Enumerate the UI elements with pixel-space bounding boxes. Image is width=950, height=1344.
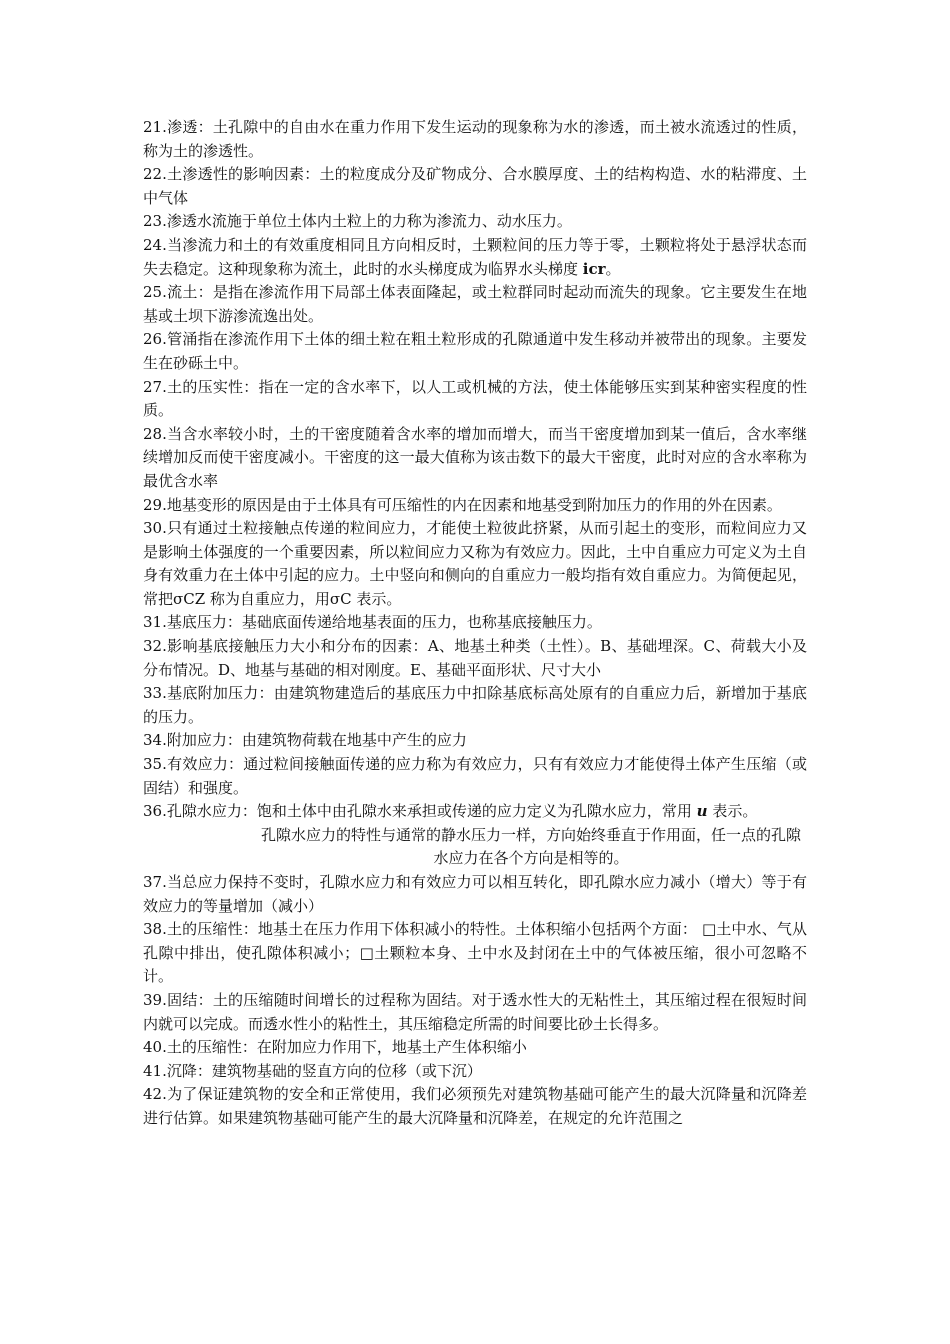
paragraph-33: 33.基底附加压力：由建筑物建造后的基底压力中扣除基底标高处原有的自重应力后，新增加于基底的压力。 bbox=[143, 684, 807, 726]
paragraph-30: 30.只有通过土粒接触点传递的粒间应力，才能使土粒彼此挤紧，从而引起土的变形，而粒间应力又是影响土体强度的一个重要因素，所以粒间应力又称为有效应力。因此，土中自重应力可定义为土自身有效重力在土体中引起的应力。土中竖向和侧向的自重应力一般均指有效自重应力。为简便起见，常把σCZ 称为自重应力，用σC 表示。 bbox=[143, 519, 807, 608]
paragraph-31: 31.基底压力：基础底面传递给地基表面的压力，也称基底接触压力。 bbox=[143, 613, 602, 632]
paragraph-23: 23.渗透水流施于单位土体内土粒上的力称为渗流力、动水压力。 bbox=[143, 212, 572, 231]
document-page bbox=[143, 116, 807, 1131]
paragraph-32: 32.影响基底接触压力大小和分布的因素：A、地基土种类（土性）。B、基础埋深。C、荷载大小及分布情况。D、地基与基础的相对刚度。E、基础平面形状、尺寸大小 bbox=[143, 637, 807, 679]
paragraph-34: 34.附加应力：由建筑物荷载在地基中产生的应力 bbox=[143, 731, 467, 750]
paragraph-27: 27.土的压实性：指在一定的含水率下，以人工或机械的方法，使土体能够压实到某种密实程度的性质。 bbox=[143, 377, 807, 420]
paragraph-37: 37.当总应力保持不变时，孔隙水应力和有效应力可以相互转化，即孔隙水应力减小（增大）等于有效应力的等量增加（减小） bbox=[143, 873, 807, 915]
paragraph-28: 28.当含水率较小时，土的干密度随着含水率的增加而增大，而当干密度增加到某一值后，含水率继续增加反而使干密度减小。干密度的这一最大值称为该击数下的最大干密度，此时对应的含水率称为最优含水率 bbox=[143, 424, 807, 490]
paragraph-26: 26.管涌指在渗流作用下土体的细土粒在粗土粒形成的孔隙通道中发生移动并被带出的现象。主要发生在砂砾土中。 bbox=[143, 330, 807, 372]
critical-gradient-symbol: icr bbox=[582, 259, 606, 278]
paragraph-39: 39.固结：土的压缩随时间增长的过程称为固结。对于透水性大的无粘性土，其压缩过程在很短时间内就可以完成。而透水性小的粘性土，其压缩稳定所需的时间要比砂土长得多。 bbox=[143, 990, 807, 1033]
paragraph-36-continuation: 孔隙水应力的特性与通常的静水压力一样，方向始终垂直于作用面，任一点的孔隙水应力在各个方向是相等的。 bbox=[260, 825, 801, 868]
paragraph-24 bbox=[143, 234, 807, 281]
paragraph-29: 29.地基变形的原因是由于土体具有可压缩性的内在因素和地基受到附加压力的作用的外在因素。 bbox=[143, 495, 782, 514]
paragraph-41: 41.沉降：建筑物基础的竖直方向的位移（或下沉） bbox=[143, 1061, 482, 1080]
paragraph-35: 35.有效应力：通过粒间接触面传递的应力称为有效应力，只有有效应力才能使得土体产生压缩（或固结）和强度。 bbox=[143, 755, 807, 797]
paragraph-24-text: 24.当渗流力和土的有效重度相同且方向相反时，土颗粒间的压力等于零，土颗粒将处于悬浮状态而失去稳定。这种现象称为流土，此时的水头梯度成为临界水头梯度 bbox=[143, 235, 807, 278]
paragraph-36 bbox=[143, 800, 807, 824]
paragraph-36-tail: 表示。 bbox=[707, 802, 758, 821]
paragraph-24-tail: 。 bbox=[605, 259, 621, 278]
pore-pressure-symbol: u bbox=[696, 802, 708, 821]
paragraph-36-text: 36.孔隙水应力：饱和土体中由孔隙水来承担或传递的应力定义为孔隙水应力，常用 bbox=[143, 802, 692, 821]
paragraph-21: 21.渗透：土孔隙中的自由水在重力作用下发生运动的现象称为水的渗透，而土被水流透过的性质，称为土的渗透性。 bbox=[143, 118, 807, 160]
paragraph-22: 22.土渗透性的影响因素：土的粒度成分及矿物成分、合水膜厚度、土的结构构造、水的粘滞度、土中气体 bbox=[143, 165, 807, 207]
paragraph-40: 40.土的压缩性：在附加应力作用下，地基土产生体积缩小 bbox=[143, 1038, 527, 1057]
paragraph-42: 42.为了保证建筑物的安全和正常使用，我们必须预先对建筑物基础可能产生的最大沉降量和沉降差进行估算。如果建筑物基础可能产生的最大沉降量和沉降差，在规定的允许范围之 bbox=[143, 1085, 807, 1127]
paragraph-25: 25.流土：是指在渗流作用下局部土体表面隆起，或土粒群同时起动而流失的现象。它主要发生在地基或土坝下游渗流逸出处。 bbox=[143, 283, 807, 325]
paragraph-38: 38.土的压缩性：地基土在压力作用下体积减小的特性。土体积缩小包括两个方面： □土中水、气从孔隙中排出，使孔隙体积减小；□土颗粒本身、土中水及封闭在土中的气体被压缩，很小可忽略不计。 bbox=[143, 920, 807, 986]
